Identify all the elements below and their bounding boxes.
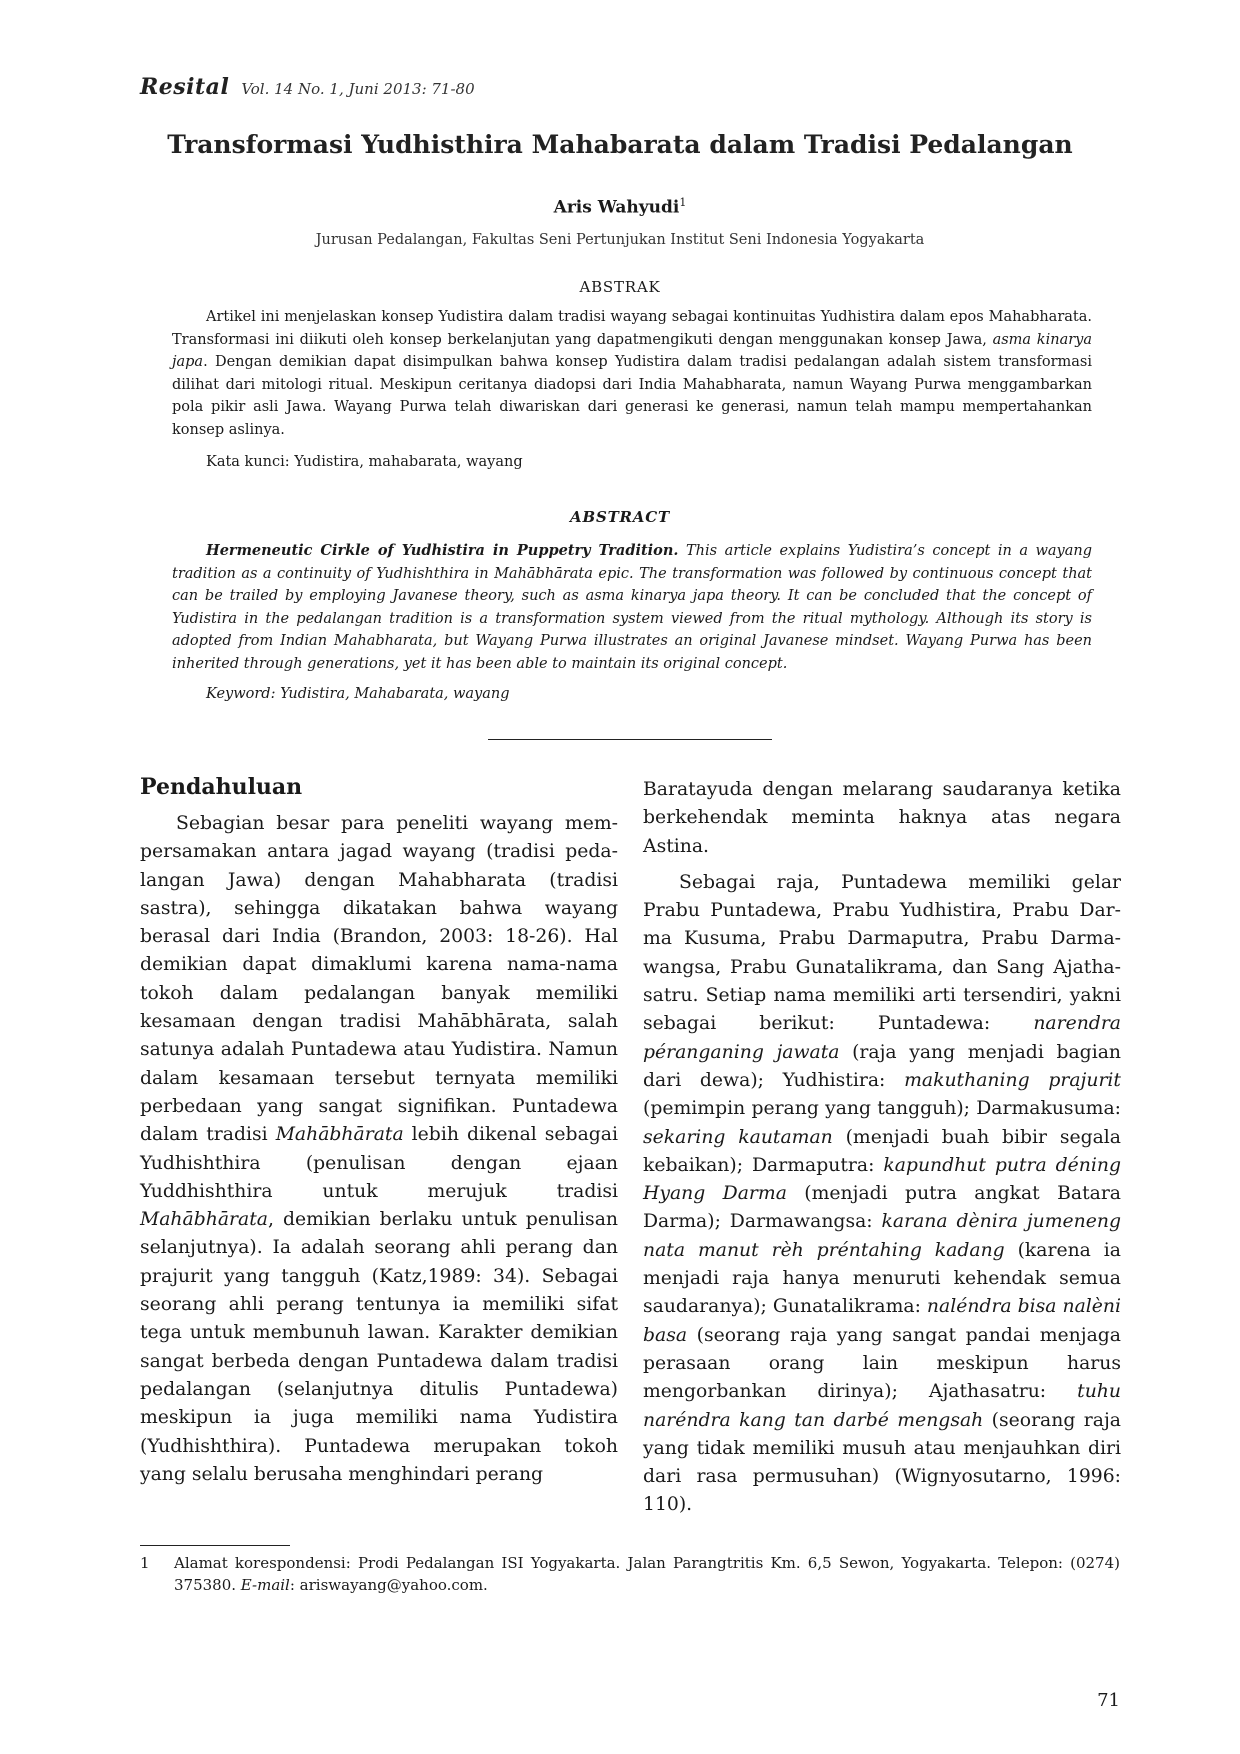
- abstract-lead-title: Hermeneutic Cirkle of Yudhistira in Puppetry Tradition.: [206, 542, 679, 559]
- author-affiliation: Jurusan Pedalangan, Fakultas Seni Pertunjukan Institut Seni Indonesia Yogyakarta: [315, 232, 925, 248]
- abstrak-keywords: Kata kunci: Yudistira, mahabarata, wayang: [206, 454, 523, 470]
- author-footnote-marker: 1: [679, 196, 687, 209]
- abstract-heading: ABSTRACT: [570, 508, 670, 526]
- footnote-text: Alamat korespondensi: Prodi Pedalangan ISI Yogyakarta. Jalan Parangtritis Km. 6,5 Sewon, Yogyakarta. Telepon: (0274) 375380. E-mail: ariswayang@yahoo.com.: [174, 1554, 1120, 1594]
- body-paragraph: Sebagian besar para peneliti wayang mempersamakan antara jagad wayang (tradisi pedalangan Jawa) dengan Mahabharata (tradisi sastra), sehingga dikatakan bahwa wayang berasal dari India (Brandon, 2003: 18-26). Hal demikian dapat dimaklumi karena nama-nama tokoh dalam pedalangan banyak memiliki kesamaan dengan tradisi Mahābhārata, salah satunya adalah Puntadewa atau Yudistira. Namun dalam kesamaan tersebut ternyata memiliki perbedaan yang sangat signifikan. Puntadewa dalam tradisi Mahābhārata lebih dikenal sebagai Yudhishthira (penulisan dengan ejaan Yuddhishthira untuk merujuk tradisi Mahābhārata, demikian berlaku untuk penulisan selanjutnya). Ia adalah seorang ahli perang dan prajurit yang tangguh (Katz,1989: 34). Sebagai seorang ahli perang tentunya ia memiliki sifat tega untuk membunuh lawan. Karakter demikian sangat berbeda dengan Puntadewa dalam tradisi pedalangan (selanjutnya ditulis Puntadewa) meskipun ia juga memiliki nama Yudistira (Yudhishthira). Puntadewa merupakan tokoh yang selalu berusaha menghindari perang: [140, 813, 618, 1485]
- body-column-right: [643, 776, 1121, 1520]
- footnote-number: 1: [140, 1554, 150, 1572]
- footnote-rule: [140, 1545, 290, 1546]
- body-column-left: [140, 772, 618, 1489]
- abstrak-italic-term: asma kinarya japa: [172, 331, 1092, 370]
- article-title: Transformasi Yudhisthira Mahabarata dalam Tradisi Pedalangan: [167, 130, 1073, 159]
- page-number: 71: [1097, 1690, 1120, 1711]
- body-paragraph: Baratayuda dengan melarang saudaranya ketika berkehendak meminta haknya atas negara Astina.: [643, 779, 1121, 857]
- abstrak-heading: ABSTRAK: [579, 278, 661, 296]
- abstract-keywords: Keyword: Yudistira, Mahabarata, wayang: [206, 686, 510, 702]
- abstract-text: Hermeneutic Cirkle of Yudhistira in Puppetry Tradition. This article explains Yudistira’s concept in a wayang tradition as a continuity of Yudhishthira in Mahābhārata epic. The transformation was followed by continuous concept that can be trailed by employing Javanese theory, such as asma kinarya japa theory. It can be concluded that the concept of Yudistira in the pedalangan tradition is a transformation system viewed from the ritual mythology. Although its story is adopted from Indian Mahabharata, but Wayang Purwa illustrates an original Javanese mindset. Wayang Purwa has been inherited through generations, yet it has been able to maintain its original concept.: [172, 542, 1093, 672]
- author-name: Aris Wahyudi: [553, 197, 680, 218]
- footnote: [140, 1552, 1120, 1596]
- abstrak-text: Artikel ini menjelaskan konsep Yudistira dalam tradisi wayang sebagai kontinuitas Yudhistira dalam epos Mahabharata. Transformasi ini diikuti oleh konsep berkelanjutan yang dapatmengikuti dengan menggunakan konsep Jawa, asma kinarya japa. Dengan demikian dapat disimpulkan bahwa konsep Yudistira dalam tradisi pedalangan adalah sistem transformasi dilihat dari mitologi ritual. Meskipun ceritanya diadopsi dari India Mahabharata, namun Wayang Purwa menggambarkan pola pikir asli Jawa. Wayang Purwa telah diwariskan dari generasi ke generasi, namun telah mampu mempertahankan konsep aslinya.: [172, 309, 1092, 438]
- section-divider: [488, 739, 772, 740]
- journal-issue-info: Vol. 14 No. 1, Juni 2013: 71-80: [241, 80, 475, 98]
- author-line: [140, 196, 1100, 218]
- journal-logo: Resital: [140, 74, 230, 100]
- running-header: [140, 74, 475, 100]
- section-heading: Pendahuluan: [140, 774, 303, 800]
- body-paragraph: Sebagai raja, Puntadewa memiliki gelar Prabu Puntadewa, Prabu Yudhistira, Prabu Darma Kusuma, Prabu Darmaputra, Prabu Darmawangsa, Prabu Gunatalikrama, dan Sang Ajathasatru. Setiap nama memiliki arti tersendiri, yakni sebagai berikut: Puntadewa: narendra péranganing jawata (raja yang menjadi bagian dari dewa); Yudhistira: makuthaning prajurit (pemimpin perang yang tangguh); Darmakusuma: sekaring kautaman (menjadi buah bibir segala kebaikan); Darmaputra: kapundhut putra déning Hyang Darma (menjadi putra angkat Batara Darma); Darmawangsa: karana dènira jumeneng nata manut rèh préntahing kadang (karena ia menjadi raja hanya menuruti kehendak semua saudaranya); Gunatalikrama: naléndra bisa nalèni basa (seorang raja yang sangat pandai menjaga perasaan orang lain meskipun harus mengorbankan dirinya); Ajathasatru: tuhu naréndra kang tan darbé mengsah (seorang raja yang tidak memiliki musuh atau menjauhkan diri dari rasa permusuhan) (Wignyosutarno, 1996: 110).: [643, 871, 1121, 1516]
- footnote-email: : ariswayang@yahoo.com.: [289, 1576, 488, 1594]
